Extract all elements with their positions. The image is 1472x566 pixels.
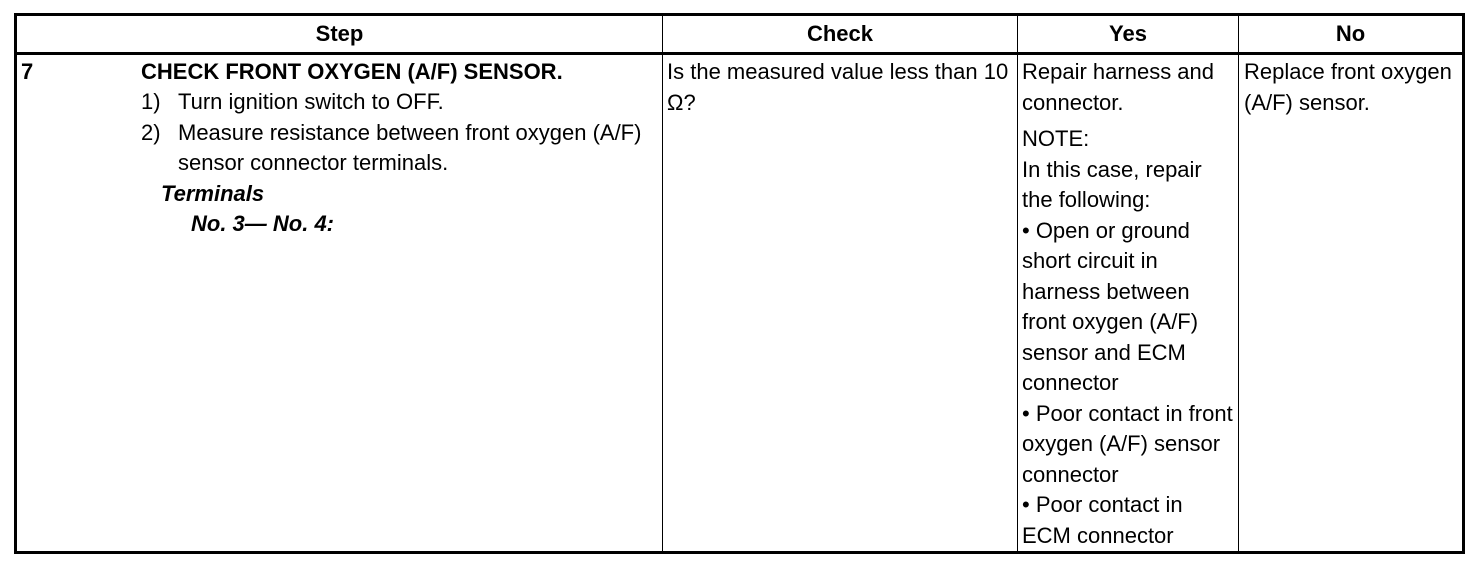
yes-note-intro: In this case, repair the following: — [1022, 156, 1202, 212]
step-body — [141, 57, 658, 239]
yes-bullet-item: • Open or ground short circuit in harness between front oxygen (A/F) sensor and ECM connector — [1022, 217, 1199, 395]
step-cell — [16, 54, 663, 553]
header-check: Check — [663, 15, 1018, 54]
step-item-index: 1) — [141, 89, 161, 114]
header-row — [16, 15, 1464, 54]
step-title: CHECK FRONT OXYGEN (A/F) SENSOR. — [141, 59, 563, 84]
yes-cell — [1018, 54, 1239, 553]
terminals-value: No. 3— No. 4: — [191, 210, 335, 236]
check-text: Is the measured value less than 10 Ω? — [667, 59, 1009, 115]
yes-bullet-item: • Poor contact in ECM connector — [1022, 492, 1183, 548]
no-text: Replace front oxygen (A/F) sensor. — [1244, 59, 1452, 115]
diagnosis-table — [14, 13, 1465, 554]
step-item — [141, 87, 658, 118]
table-row — [16, 54, 1464, 553]
header-yes: Yes — [1018, 15, 1239, 54]
no-cell — [1239, 54, 1464, 553]
header-no: No — [1239, 15, 1464, 54]
yes-bullet-item: • Poor contact in front oxygen (A/F) sensor connector — [1022, 400, 1233, 487]
step-item-text: Measure resistance between front oxygen (A/F) sensor connector terminals. — [178, 119, 642, 175]
header-step: Step — [16, 15, 663, 54]
terminals-label: Terminals — [161, 180, 265, 206]
step-item — [141, 118, 658, 179]
step-number: 7 — [21, 59, 34, 84]
check-cell — [663, 54, 1018, 553]
step-item-index: 2) — [141, 119, 161, 145]
step-item-text: Turn ignition switch to OFF. — [178, 89, 444, 114]
yes-note-label: NOTE: — [1022, 126, 1090, 151]
yes-main-text: Repair harness and connector. — [1022, 59, 1215, 115]
